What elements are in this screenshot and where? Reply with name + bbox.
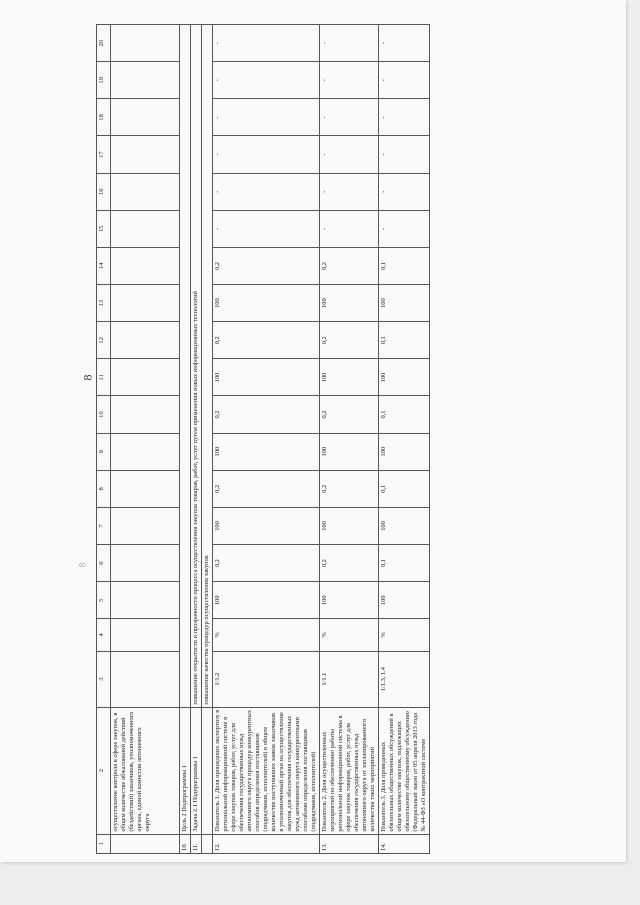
value-cell: - <box>213 99 320 136</box>
task-row <box>191 25 202 854</box>
value-cell: 0,2 <box>320 470 379 507</box>
column-header: 12 <box>97 322 111 359</box>
row-number <box>111 834 180 853</box>
value-cell: - <box>379 25 430 62</box>
column-header: 13 <box>97 285 111 322</box>
indicator-text: Показатель 1. Доля прошедших экспертизу в региональной информационной системе в сфере закупок товаров, работ, услуг для обеспечения государственных нужд автономного округа процедур конкурентных способов определения поставщиков (подрядчиков, исполнителей) в общем количестве поступивших заявок заказчиков в уполномоченный орган на осуществление закупок для обеспечения государственных нужд автономного округа конкурентными способами определения поставщиков (подрядчиков, исполнителей) <box>213 707 320 834</box>
column-header: 4 <box>97 619 111 651</box>
value-cell: 0,1 <box>379 545 430 582</box>
unit: % <box>379 619 430 651</box>
row-number: 10. <box>180 834 191 853</box>
column-header: 11 <box>97 359 111 396</box>
value-cell: - <box>320 173 379 210</box>
column-header: 5 <box>97 582 111 619</box>
task-text: Задача 2.1 Подпрограммы 1 <box>191 707 202 834</box>
value-cell: - <box>213 173 320 210</box>
value-cell: 100 <box>379 359 430 396</box>
value-cell: 100 <box>320 433 379 470</box>
value-cell: 0,2 <box>320 322 379 359</box>
column-header: 8 <box>97 470 111 507</box>
value-cell: 0,1 <box>379 322 430 359</box>
goal-row <box>180 25 191 854</box>
column-header: 15 <box>97 210 111 247</box>
value-cell: 0,2 <box>320 396 379 433</box>
unit: % <box>320 619 379 651</box>
value-cell: 0,2 <box>213 545 320 582</box>
indicator-text: осуществление контроля в сфере закупок, в общем количестве обжалований действий (бездействий) заказчиков, уполномоченного органа, единой комиссии автономного округа <box>111 707 180 834</box>
value-cell: 100 <box>213 507 320 544</box>
task-description: повышение открытости и прозрачности процесса осуществления закупок товаров, работ, услуг путем применения новых информационных технологий <box>191 25 202 708</box>
column-header: 20 <box>97 25 111 62</box>
value-cell: 100 <box>213 433 320 470</box>
value-cell: - <box>213 210 320 247</box>
value-cell: - <box>213 62 320 99</box>
value-cell: - <box>379 136 430 173</box>
source-code: 1/1.1 <box>320 651 379 707</box>
column-header: 3 <box>97 651 111 707</box>
value-cell: 0,1 <box>379 470 430 507</box>
value-cell: 100 <box>379 507 430 544</box>
rotated-table-region <box>96 24 636 854</box>
value-cell: - <box>379 173 430 210</box>
source-code: 1/1.3, 1.4 <box>379 651 430 707</box>
indicator-text: Показатель 2. Доля осуществленных мероприятий по обеспечению работы региональной информационной системы в сфере закупок товаров, работ, услуг для обеспечения государственных нужд автономного округа от запланированного количества таких мероприятий <box>320 707 379 834</box>
value-cell: - <box>213 25 320 62</box>
row-number: 14. <box>379 834 430 853</box>
value-cell: 0,2 <box>213 247 320 284</box>
page-number: 8 <box>80 374 95 381</box>
unit: % <box>213 619 320 651</box>
column-header: 16 <box>97 173 111 210</box>
value-cell: 100 <box>320 359 379 396</box>
value-cell: - <box>320 25 379 62</box>
value-cell: - <box>320 136 379 173</box>
value-cell: 100 <box>320 285 379 322</box>
value-cell: - <box>320 99 379 136</box>
value-cell: 0,2 <box>320 545 379 582</box>
source-code: 1/1.2 <box>213 651 320 707</box>
value-cell: 100 <box>213 359 320 396</box>
table-row-intro <box>111 25 180 854</box>
column-header: 7 <box>97 507 111 544</box>
table-row <box>320 25 379 854</box>
value-cell: 100 <box>320 582 379 619</box>
value-cell: 0,2 <box>213 470 320 507</box>
column-header: 6 <box>97 545 111 582</box>
value-cell: 0,2 <box>213 396 320 433</box>
value-cell: 100 <box>213 582 320 619</box>
value-cell: - <box>320 62 379 99</box>
indicator-text: Показатель 3. Доля проведенных обязательных общественных обсуждений в общем количестве закупок, подлежащих обязательному общественному обсуждению (Федеральный закон от 05 апреля 2013 года № 44-ФЗ «О контрактной системе <box>379 707 430 834</box>
value-cell: 100 <box>320 507 379 544</box>
row-number: 11. <box>191 834 202 853</box>
row-number: 13. <box>320 834 379 853</box>
column-header: 18 <box>97 99 111 136</box>
column-header: 14 <box>97 247 111 284</box>
value-cell: - <box>379 62 430 99</box>
column-header: 9 <box>97 433 111 470</box>
column-header: 19 <box>97 62 111 99</box>
value-cell: 0,2 <box>213 322 320 359</box>
value-cell: 0,1 <box>379 247 430 284</box>
value-cell: - <box>320 210 379 247</box>
table-row <box>379 25 430 854</box>
value-cell: - <box>379 99 430 136</box>
margin-mark: 8 <box>77 562 88 568</box>
header-row <box>97 25 111 854</box>
column-header: 17 <box>97 136 111 173</box>
value-cell: - <box>213 136 320 173</box>
value-cell: 0,1 <box>379 396 430 433</box>
value-cell: 100 <box>379 433 430 470</box>
table-row <box>213 25 320 854</box>
indicator-table <box>96 24 430 854</box>
value-cell: 100 <box>379 582 430 619</box>
quality-row <box>202 25 213 854</box>
value-cell: 100 <box>213 285 320 322</box>
quality-note: повышение качества процедур осуществления закупок <box>202 25 213 708</box>
row-number: 12. <box>213 834 320 853</box>
column-header: 1 <box>97 834 111 853</box>
value-cell: 100 <box>379 285 430 322</box>
value-cell: 0,2 <box>320 247 379 284</box>
column-header: 10 <box>97 396 111 433</box>
goal-text: Цель 2 Подпрограммы 1 <box>180 707 191 834</box>
column-header: 2 <box>97 707 111 834</box>
value-cell: - <box>379 210 430 247</box>
